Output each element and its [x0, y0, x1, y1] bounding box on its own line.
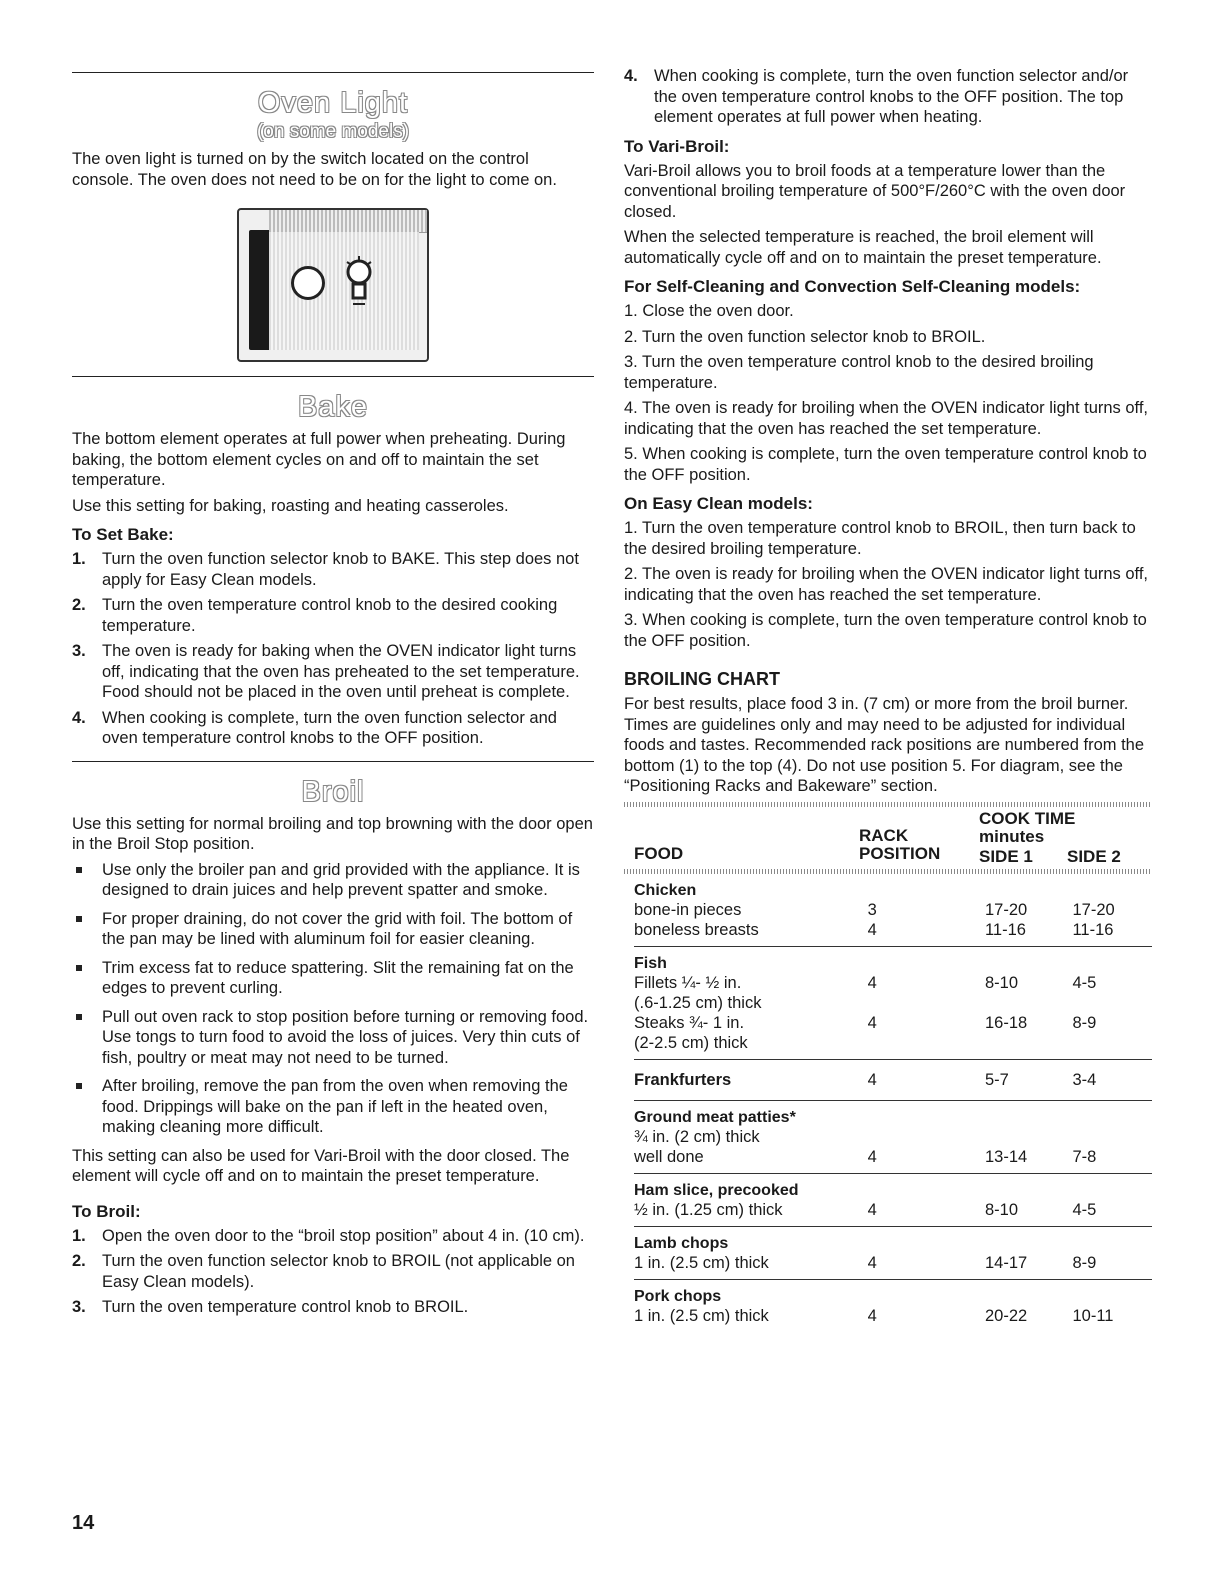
- oven-light-text: The oven light is turned on by the switch located on the control console. The oven does not need to be on for the light to come on.: [72, 150, 557, 189]
- table-row: [634, 947, 1152, 1060]
- broiling-chart-intro: For best results, place food 3 in. (7 cm) or more from the broil burner. Times are guidelines only and may need to be adjusted for individual foods and tastes. Recommended rack positions are numbered from the bottom (1) to the top (4). Do not use position 5. For diagram, see the “Positioning Racks and Bakeware” section.: [624, 695, 1145, 795]
- table-line: Fillets ¼- ½ in. 4 8-10 4-5: [634, 973, 1097, 992]
- header-minutes: minutes: [979, 826, 1045, 846]
- table-line: bone-in pieces 3 17-20 17-20: [634, 900, 1115, 919]
- bake-step: 4. When cooking is complete, turn the oven function selector and oven temperature control knobs to the OFF position.: [72, 708, 557, 747]
- oven-light-title: Oven Light: [257, 87, 409, 119]
- switch-knob-icon: [291, 266, 325, 300]
- broil-step: 1. Open the oven door to the “broil stop position” about 4 in. (10 cm).: [72, 1226, 585, 1245]
- header-rack: RACK: [859, 825, 909, 845]
- divider: [72, 376, 594, 377]
- bake-steps: [72, 549, 594, 749]
- header-side-1: SIDE 1: [979, 846, 1033, 866]
- food-name: Lamb chops: [634, 1234, 729, 1252]
- table-line: 1 in. (2.5 cm) thick 4 14-17 8-9: [634, 1253, 1097, 1272]
- to-set-bake-heading: To Set Bake:: [72, 525, 174, 544]
- self-clean-step: 5. When cooking is complete, turn the oven temperature control knob to the OFF position.: [624, 445, 1147, 484]
- broil-steps: [72, 1226, 594, 1318]
- header-position: POSITION: [859, 843, 941, 863]
- broil-tips: [72, 860, 594, 1138]
- list-item: Pull out oven rack to stop position before turning or removing food. Use tongs to turn food to avoid the loss of juices. Very thin cuts of fish, poultry or meat may not need to be turned.: [72, 1007, 594, 1069]
- bake-paragraph-1: The bottom element operates at full power when preheating. During baking, the bottom element cycles on and off to maintain the set temperature.: [72, 430, 566, 489]
- self-clean-step: 4. The oven is ready for broiling when the OVEN indicator light turns off, indicating that the oven has reached the set temperature.: [624, 399, 1149, 438]
- bake-paragraph-2: Use this setting for baking, roasting and heating casseroles.: [72, 496, 509, 515]
- vari-broil-note: This setting can also be used for Vari-Broil with the door closed. The element will cycle off and on to maintain the preset temperature.: [72, 1146, 570, 1185]
- easy-clean-step: 3. When cooking is complete, turn the oven temperature control knob to the OFF position.: [624, 611, 1147, 650]
- table-line: well done 4 13-14 7-8: [634, 1147, 1097, 1166]
- self-clean-step: 3. Turn the oven temperature control knob to the desired broiling temperature.: [624, 353, 1094, 392]
- broiling-table-body: [624, 874, 1152, 1332]
- table-row: [634, 1174, 1152, 1227]
- light-bulb-icon: [343, 254, 375, 312]
- bake-step: 2. Turn the oven temperature control knob to the desired cooking temperature.: [72, 596, 558, 635]
- table-line: Steaks ¾- 1 in. 4 16-18 8-9: [634, 1013, 1097, 1032]
- table-line: ½ in. (1.25 cm) thick 4 8-10 4-5: [634, 1200, 1097, 1219]
- self-clean-heading: For Self-Cleaning and Convection Self-Cleaning models:: [624, 277, 1081, 296]
- easy-clean-heading: On Easy Clean models:: [624, 494, 813, 513]
- table-row: [634, 1227, 1152, 1280]
- broil-step: 2. Turn the oven function selector knob to BROIL (not applicable on Easy Clean models).: [72, 1252, 575, 1291]
- header-side-2: SIDE 2: [1067, 846, 1121, 866]
- divider: [72, 72, 594, 73]
- divider: [72, 761, 594, 762]
- table-line: ¾ in. (2 cm) thick: [634, 1127, 760, 1146]
- header-food: FOOD: [634, 843, 684, 863]
- table-line: 1 in. (2.5 cm) thick 4 20-22 10-11: [634, 1306, 1114, 1325]
- vari-broil-paragraph-2: When the selected temperature is reached, the broil element will automatically cycle off and on to maintain the preset temperature.: [624, 228, 1102, 267]
- table-row: [634, 1060, 1152, 1101]
- page-number: 14: [72, 1512, 95, 1534]
- broil-intro: Use this setting for normal broiling and top browning with the door open in the Broil Stop position.: [72, 814, 593, 853]
- table-row: [634, 1101, 1152, 1174]
- broil-title: Broil: [301, 775, 365, 808]
- table-line: (2-2.5 cm) thick: [634, 1033, 748, 1052]
- broiling-table-header: [624, 807, 1152, 865]
- list-item: For proper draining, do not cover the grid with foil. The bottom of the pan may be lined with aluminum foil for easier cleaning.: [72, 909, 594, 950]
- bake-title: Bake: [297, 391, 369, 423]
- table-line: boneless breasts 4 11-16 11-16: [634, 920, 1114, 939]
- header-cook-time: COOK TIME: [979, 808, 1076, 828]
- food-name: Ham slice, precooked: [634, 1181, 799, 1199]
- left-column: [72, 60, 594, 1323]
- food-name: Chicken: [634, 881, 697, 899]
- food-name: Ground meat patties*: [634, 1108, 796, 1126]
- oven-light-switch-illustration: [237, 208, 429, 362]
- broil-step: 3. Turn the oven temperature control knob to BROIL.: [72, 1298, 469, 1316]
- list-item: After broiling, remove the pan from the oven when removing the food. Drippings will bake on the pan if left in the heated oven, making cleaning more difficult.: [72, 1076, 594, 1138]
- right-column: [624, 66, 1152, 1332]
- table-line: (.6-1.25 cm) thick: [634, 993, 762, 1012]
- broil-steps-continued: [624, 66, 1152, 128]
- to-broil-heading: To Broil:: [72, 1201, 141, 1221]
- food-name: Pork chops: [634, 1287, 722, 1305]
- easy-clean-step: 1. Turn the oven temperature control knob to BROIL, then turn back to the desired broiling temperature.: [624, 519, 1136, 558]
- bake-step: 1. Turn the oven function selector knob to BAKE. This step does not apply for Easy Clean models.: [72, 550, 579, 589]
- self-clean-step: 1. Close the oven door.: [624, 302, 794, 320]
- bake-step: 3. The oven is ready for baking when the OVEN indicator light turns off, indicating that the oven has preheated to the set temperature. Food should not be placed in the oven until preheat is complete.: [72, 642, 580, 701]
- list-item: Trim excess fat to reduce spattering. Slit the remaining fat on the edges to prevent curling.: [72, 958, 594, 999]
- food-name: Fish: [634, 954, 667, 972]
- table-row: [634, 1280, 1152, 1332]
- table-row: [634, 874, 1152, 947]
- vari-broil-paragraph-1: Vari-Broil allows you to broil foods at a temperature lower than the conventional broiling temperature of 500°F/260°C with the oven door closed.: [624, 161, 1126, 221]
- broiling-chart-heading: BROILING CHART: [624, 669, 780, 689]
- list-item: Use only the broiler pan and grid provided with the appliance. It is designed to drain juices and help prevent spatter and smoke.: [72, 860, 594, 901]
- self-clean-step: 2. Turn the oven function selector knob to BROIL.: [624, 327, 986, 346]
- broil-step: 4. When cooking is complete, turn the oven function selector and/or the oven temperature control knobs to the OFF position. The top element operates at full power when heating.: [624, 67, 1129, 126]
- table-line: Frankfurters 4 5-7 3-4: [634, 1070, 1097, 1089]
- easy-clean-step: 2. The oven is ready for broiling when the OVEN indicator light turns off, indicating that the oven has reached the set temperature.: [624, 565, 1149, 604]
- oven-light-subtitle: (on some models): [256, 121, 410, 142]
- to-vari-broil-heading: To Vari-Broil:: [624, 136, 730, 156]
